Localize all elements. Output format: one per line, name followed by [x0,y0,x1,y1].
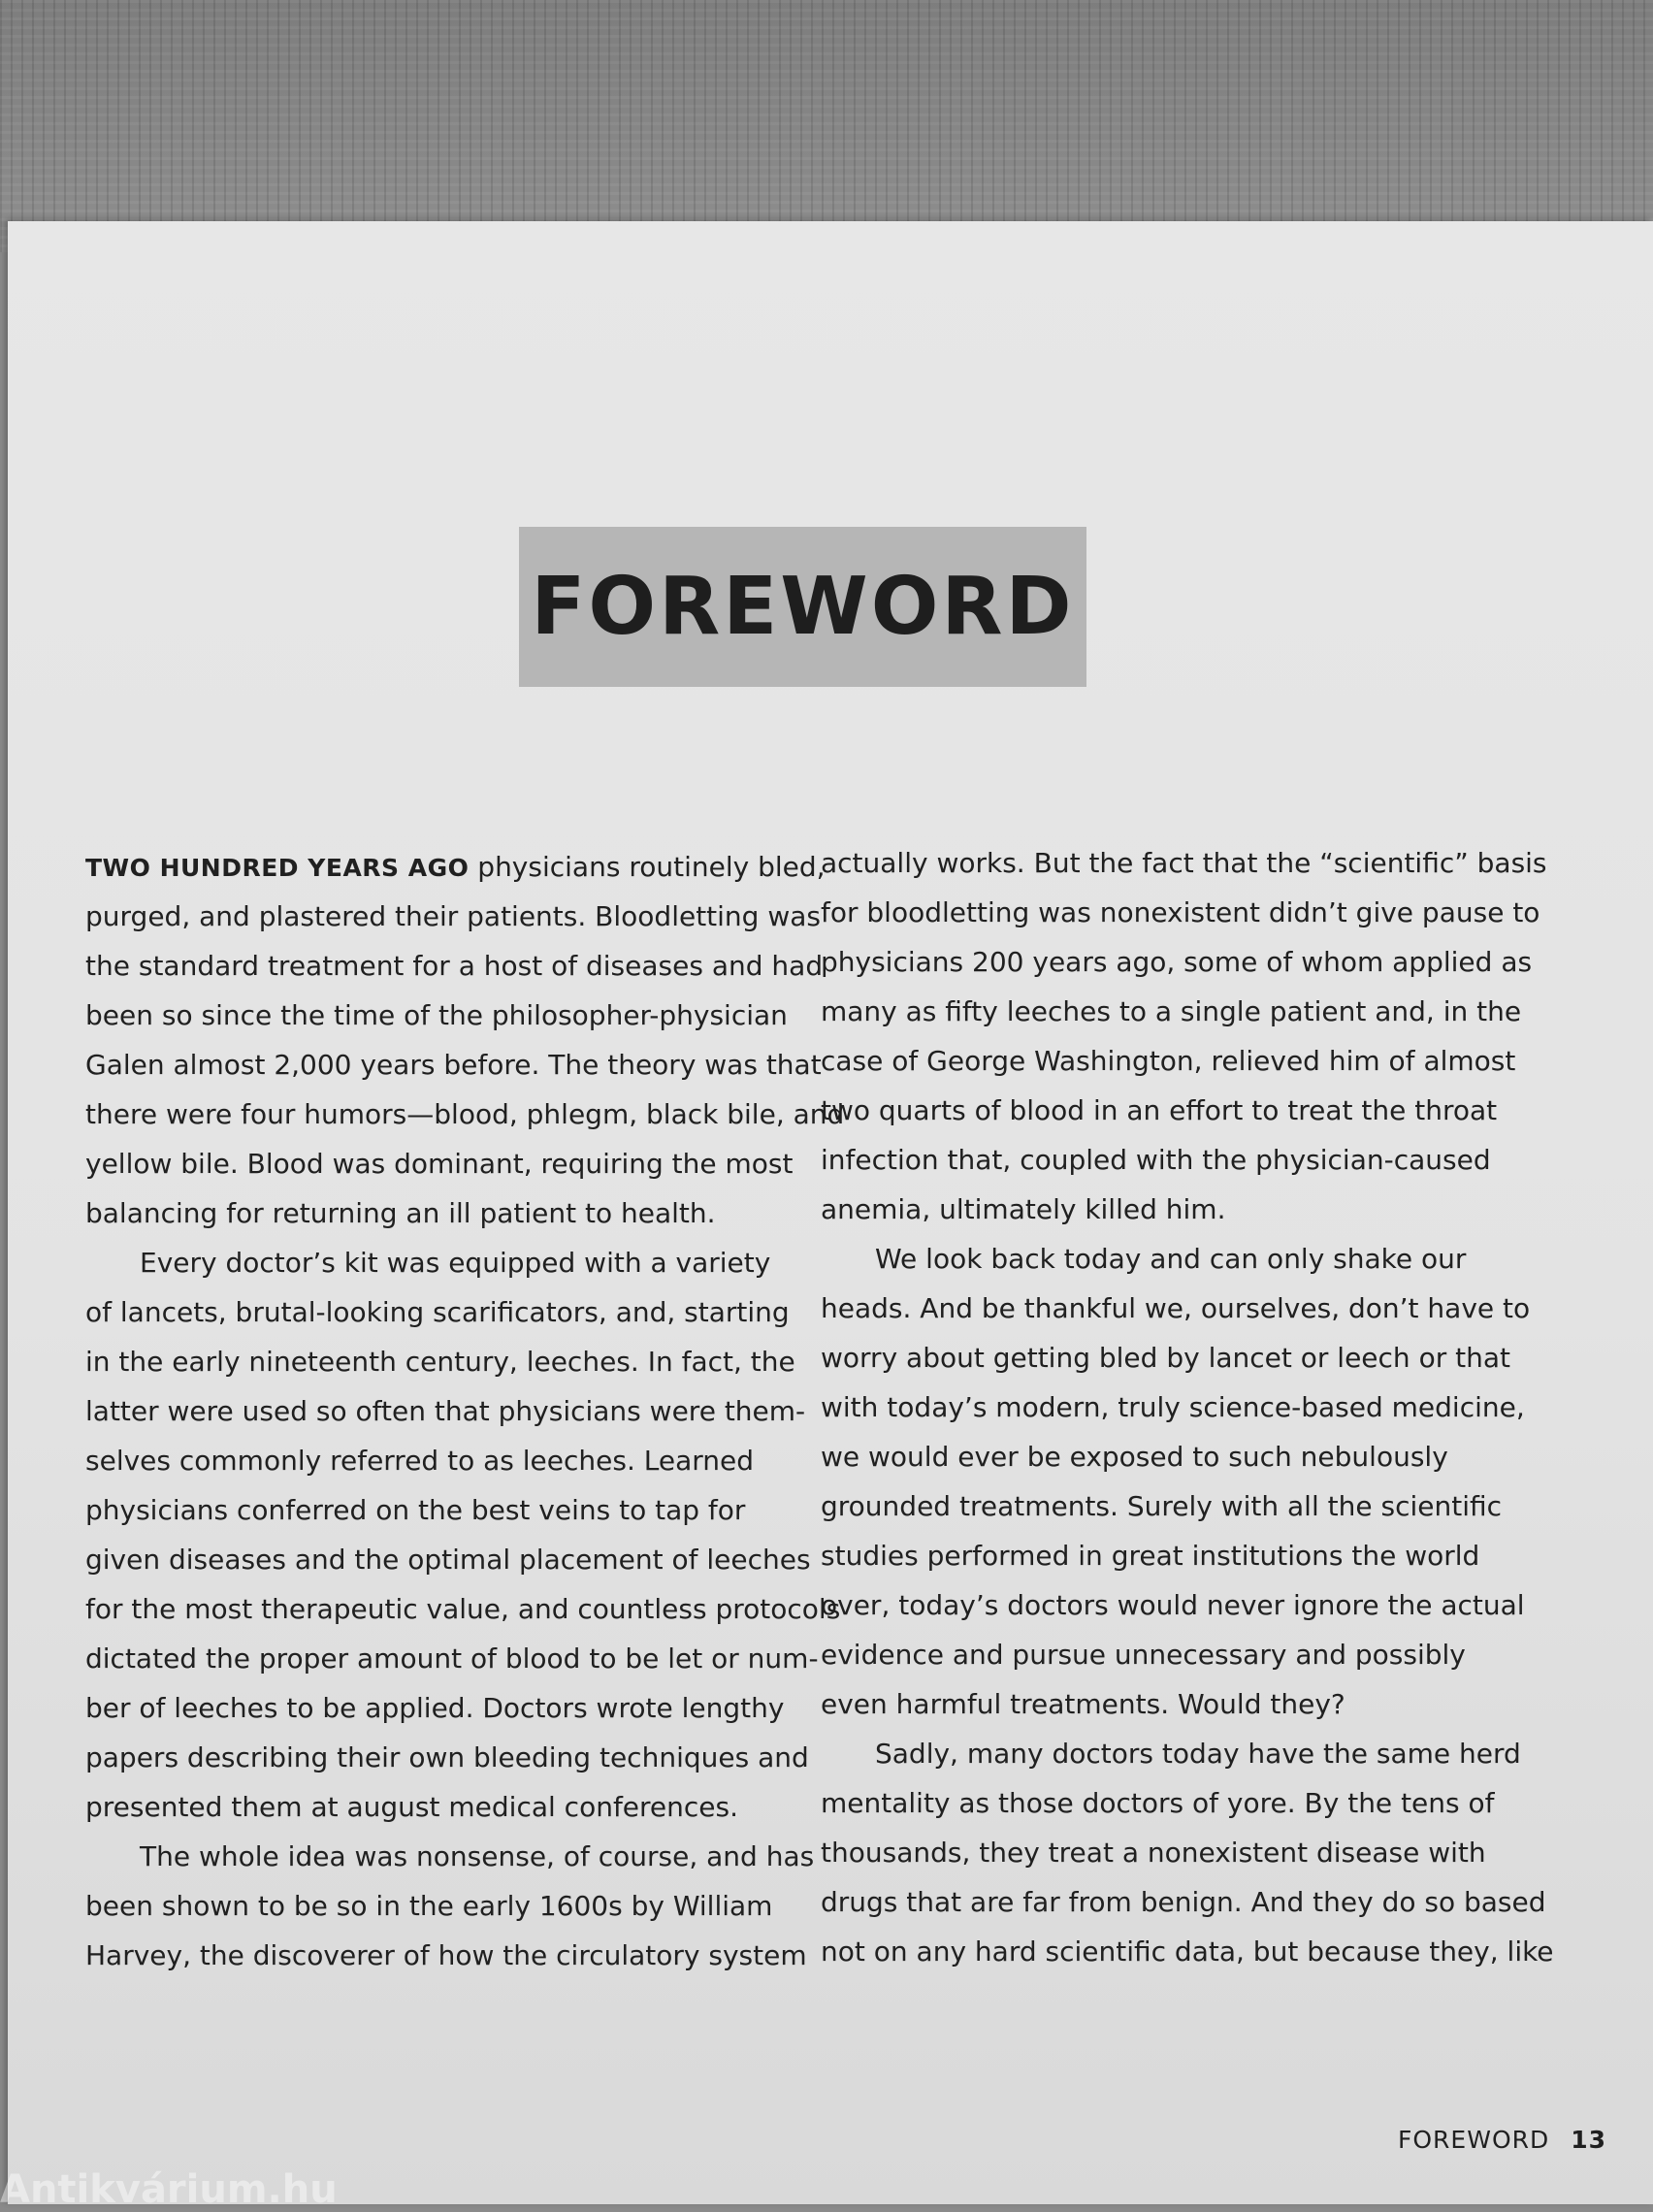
line-text: not on any hard scientific data, but because they, like [821,1936,1554,1968]
text-line [85,1386,806,1436]
text-line [821,987,1522,1036]
line-text: for the most therapeutic value, and countless protocols [85,1593,841,1625]
line-text: mentality as those doctors of yore. By the tens of [821,1787,1495,1819]
text-line [85,1337,795,1386]
line-text: grounded treatments. Surely with all the scientific [821,1490,1503,1522]
text-line [85,1634,819,1683]
text-line [85,1881,784,1931]
text-line [85,1683,784,1733]
line-text: infection that, coupled with the physician-caused [821,1144,1491,1176]
chapter-heading-box [519,527,1086,687]
text-line [85,1040,822,1090]
line-text: for bloodletting was nonexistent didn’t give pause to [821,896,1540,928]
text-line [821,1580,1525,1630]
line-text: evidence and pursue unnecessary and possibly [821,1639,1466,1671]
line-text: we would ever be exposed to such nebulously [821,1441,1448,1473]
text-line [821,1333,1519,1382]
text-line [821,888,1540,937]
line-text: of lancets, brutal-looking scarificators, and, starting [85,1296,790,1328]
text-line [85,1188,784,1238]
text-line [85,1782,784,1832]
line-text: physicians routinely bled, [469,851,826,883]
text-line [821,1679,1519,1729]
text-line [821,1877,1546,1927]
text-line [821,1531,1519,1580]
line-text: over, today’s doctors would never ignore the actual [821,1589,1525,1621]
text-line [85,1485,784,1535]
text-line [85,842,826,892]
text-line [821,1432,1519,1481]
text-line [85,892,821,941]
text-line [821,1382,1525,1432]
line-text: papers describing their own bleeding techniques and [85,1741,809,1773]
line-text: Sadly, many doctors today have the same herd [875,1738,1521,1770]
text-line [821,937,1533,987]
line-text: Every doctor’s kit was equipped with a variety [140,1247,771,1279]
line-text: actually works. But the fact that the “scientific” basis [821,847,1547,879]
text-line [85,1090,845,1139]
text-line [821,1927,1554,1976]
text-line [85,1436,784,1485]
line-text: two quarts of blood in an effort to treat the throat [821,1094,1498,1126]
line-text: there were four humors—blood, phlegm, black bile, and [85,1098,845,1130]
line-text: purged, and plastered their patients. Bloodletting was [85,900,821,932]
text-line [85,1733,809,1782]
line-text: physicians 200 years ago, some of whom applied as [821,946,1533,978]
lead-in-text: TWO HUNDRED YEARS AGO [85,854,470,882]
line-text: balancing for returning an ill patient to health. [85,1197,716,1229]
line-text: the standard treatment for a host of diseases and had [85,950,824,982]
line-text: selves commonly referred to as leeches. Learned [85,1445,755,1477]
text-line [821,1036,1519,1086]
line-text: ber of leeches to be applied. Doctors wrote lengthy [85,1692,785,1724]
text-line [821,1185,1519,1234]
text-line [85,1535,811,1584]
footer-section-title: FOREWORD [1398,2126,1550,2154]
line-text: studies performed in great institutions the world [821,1540,1480,1572]
text-line [821,1086,1519,1135]
line-text: yellow bile. Blood was dominant, requiring the most [85,1148,794,1180]
text-line [821,838,1547,888]
line-text: Galen almost 2,000 years before. The theory was that [85,1049,822,1081]
text-line [85,941,824,991]
text-line [85,1931,807,1980]
line-text: drugs that are far from benign. And they do so based [821,1886,1546,1918]
text-line [821,1778,1519,1828]
text-line [821,1828,1519,1877]
line-text: case of George Washington, relieved him of almost [821,1045,1516,1077]
line-text: The whole idea was nonsense, of course, and has [140,1840,815,1872]
right-text-column [821,838,1554,1976]
text-line [821,1284,1531,1333]
left-text-column [85,842,845,1980]
wood-background [0,0,1653,252]
line-text: been shown to be so in the early 1600s by William [85,1890,773,1922]
book-page [8,221,1653,2204]
text-line [85,991,788,1040]
line-text: We look back today and can only shake our [875,1243,1467,1275]
text-line [85,1287,790,1337]
text-line [821,1729,1519,1778]
line-text: presented them at august medical conferences. [85,1791,739,1823]
chapter-heading: FOREWORD [531,561,1075,653]
page-number: 13 [1571,2126,1607,2154]
line-text: Harvey, the discoverer of how the circulatory system [85,1939,807,1971]
line-text: in the early nineteenth century, leeches. In fact, the [85,1346,795,1378]
line-text: even harmful treatments. Would they? [821,1688,1345,1720]
line-text: worry about getting bled by lancet or leech or that [821,1342,1510,1374]
text-line [85,1832,815,1881]
watermark-text: Antikvárium.hu [0,2167,338,2212]
line-text: anemia, ultimately killed him. [821,1193,1226,1225]
text-line [821,1234,1519,1284]
line-text: with today’s modern, truly science-based medicine, [821,1391,1525,1423]
page-footer [1398,2126,1606,2154]
text-line [85,1584,841,1634]
text-line [85,1139,794,1188]
line-text: given diseases and the optimal placement of leeches [85,1544,811,1576]
line-text: physicians conferred on the best veins to tap for [85,1494,746,1526]
line-text: dictated the proper amount of blood to be let or num- [85,1643,819,1675]
line-text: latter were used so often that physicians were them- [85,1395,806,1427]
text-line [821,1135,1519,1185]
line-text: been so since the time of the philosopher-physician [85,999,788,1031]
text-line [85,1238,784,1287]
line-text: many as fifty leeches to a single patient and, in the [821,995,1522,1027]
text-line [821,1481,1519,1531]
line-text: heads. And be thankful we, ourselves, don’t have to [821,1292,1531,1324]
line-text: thousands, they treat a nonexistent disease with [821,1837,1486,1869]
text-line [821,1630,1519,1679]
